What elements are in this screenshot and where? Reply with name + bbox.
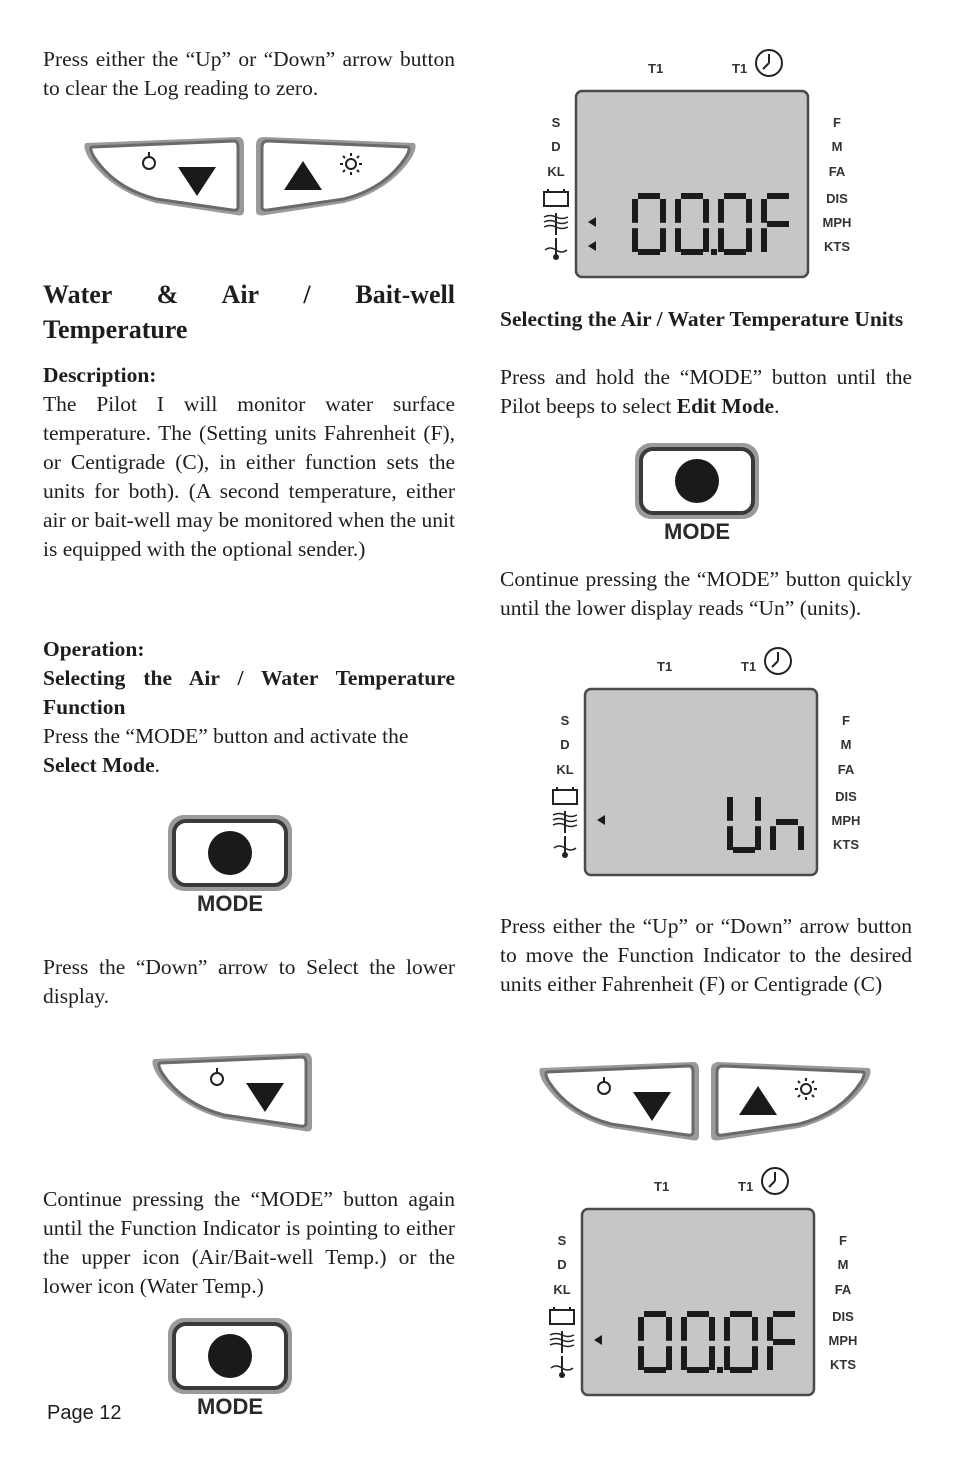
lcd-right-label: MPH [831,813,861,828]
lcd-left-label: KL [547,164,565,179]
lcd-right-label: M [837,1257,849,1272]
lcd-right-label: KTS [830,1357,856,1372]
lcd-left-label: S [560,713,570,728]
mode-dot-icon [675,459,719,503]
clock-icon [762,1168,788,1194]
t1-clock-label: T1 [732,61,748,76]
press-down-paragraph: Press the “Down” arrow to Select the lower display. [43,955,455,1008]
up-arrow-button[interactable] [256,137,416,216]
mode-label: MODE [197,1394,263,1419]
air-temp-icon [544,213,568,235]
lcd-right-label: FA [837,762,855,777]
down-arrow-button[interactable] [539,1062,699,1141]
page-number: Page 12 [47,1402,122,1424]
lcd-left-label: KL [553,1282,571,1297]
up-arrow-button[interactable] [711,1062,871,1141]
lcd-right-label: F [833,115,841,130]
battery-icon [544,189,568,206]
lcd-right-label: DIS [826,191,848,206]
mode-dot-icon [208,831,252,875]
lcd-left-label: S [557,1233,567,1248]
lcd-left-label: D [551,139,561,154]
select-function-heading: Selecting the Air / Water Temperature Function [43,666,455,719]
description-paragraph: The Pilot I will monitor water surface temperature. The (Setting units Fahrenheit (F), or Centigrade (C), in either function sets the units for both). (A second temperature, either air or bait-well may be monitored when the unit is equipped with the optional sender.) [43,392,455,561]
lcd-right-label: DIS [835,789,857,804]
lcd-right-label: KTS [824,239,850,254]
lcd-right-label: F [842,713,850,728]
mode-button-1[interactable] [166,813,294,918]
mode-label: MODE [664,519,730,544]
mode-button-3[interactable] [166,1316,294,1421]
lcd-right-label: DIS [832,1309,854,1324]
lcd-right-label: F [839,1233,847,1248]
t1-label: T1 [648,61,664,76]
lcd-left-label: D [557,1257,567,1272]
mode-button-2[interactable] [633,441,761,546]
down-arrow-button[interactable] [84,137,244,216]
lcd-screen [585,689,817,875]
mode-label: MODE [197,891,263,916]
t1-label: T1 [654,1179,670,1194]
lcd-left-label: D [560,737,570,752]
description-heading: Description: [43,363,157,387]
continue-mode-paragraph: Continue pressing the “MODE” button again until the Function Indicator is pointing to either the upper icon (Air/Bait-well Temp.) or the lower icon (Water Temp.) [43,1187,455,1298]
air-temp-icon [550,1331,574,1353]
lcd-display-2 [545,643,865,888]
lcd-right-label: M [831,139,843,154]
lcd-display-3 [542,1163,862,1408]
hold-mode-paragraph: Press and hold the “MODE” button until the Pilot beeps to select Edit Mode. [500,365,912,418]
lcd-left-label: S [551,115,561,130]
water-temp-icon [545,238,567,260]
mode-dot-icon [208,1334,252,1378]
air-temp-icon [553,811,577,833]
water-temp-icon [554,836,576,858]
lcd-right-label: MPH [822,215,852,230]
lcd-right-label: FA [828,164,846,179]
lcd-right-label: MPH [828,1333,858,1348]
t1-label: T1 [657,659,673,674]
section-title-line1: Water & Air / Bait-well [43,280,455,309]
battery-icon [550,1307,574,1324]
water-temp-icon [551,1356,573,1378]
t1-clock-label: T1 [738,1179,754,1194]
t1-clock-label: T1 [741,659,757,674]
arrow-button-pair-2 [535,1058,875,1146]
units-heading: Selecting the Air / Water Temperature Units [500,307,904,331]
lcd-right-label: FA [834,1282,852,1297]
down-arrow-button-single[interactable] [148,1049,314,1137]
operation-heading: Operation: [43,637,145,661]
clock-icon [765,648,791,674]
lcd-left-label: KL [556,762,574,777]
intro-paragraph: Press either the “Up” or “Down” arrow button to clear the Log reading to zero. [43,47,455,100]
clock-icon [756,50,782,76]
continue-quick-paragraph: Continue pressing the “MODE” button quickly until the lower display reads “Un” (units). [500,567,912,620]
lcd-right-label: M [840,737,852,752]
press-mode-paragraph: Press the “MODE” button and activate the Select Mode. [43,724,409,777]
arrow-button-pair [80,133,420,221]
section-title-line2: Temperature [43,315,188,344]
lcd-display-1 [536,45,856,290]
arrow-units-paragraph: Press either the “Up” or “Down” arrow button to move the Function Indicator to the desired units either Fahrenheit (F) or Centigrade (C) [500,914,912,996]
battery-icon [553,787,577,804]
lcd-right-label: KTS [833,837,859,852]
